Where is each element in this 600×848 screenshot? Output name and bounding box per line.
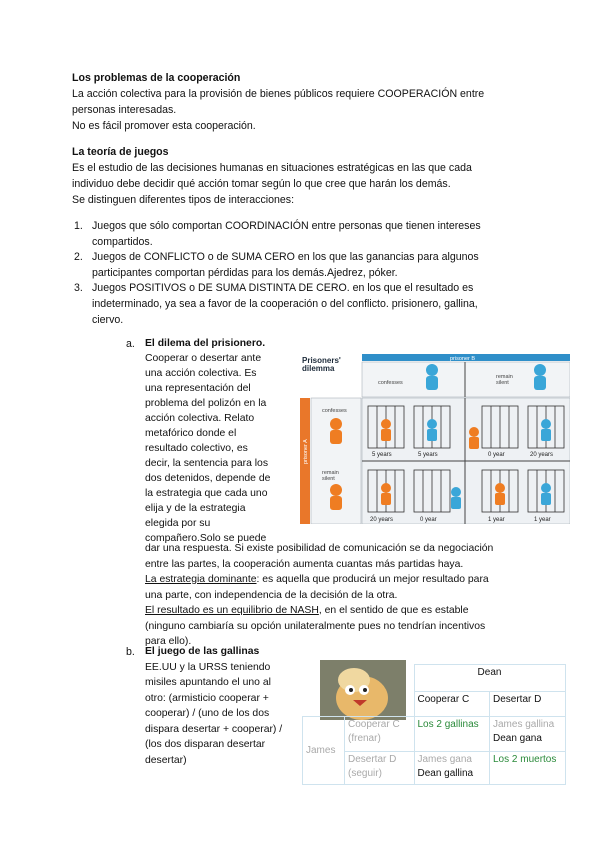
orange-prisoner-icon [495, 483, 505, 493]
paragraph-line: resultado colectivo, es [145, 443, 248, 454]
paragraph-text: , en el sentido de que es estable [318, 605, 469, 616]
orange-prisoner-icon [381, 419, 391, 429]
empty-cell [303, 692, 345, 717]
paragraph-line: (ninguno cambiaría su opción unilateralmente pues no tendrían incentivos [145, 620, 486, 632]
paragraph-line: otro: (armisticio cooperar + [145, 692, 269, 704]
subsection-title: El juego de las gallinas [145, 646, 260, 657]
blue-prisoner-icon [541, 429, 551, 441]
sentence-label: 0 year [488, 452, 505, 458]
payoff-cell [414, 752, 490, 785]
paragraph-line: No es fácil promover esta cooperación. [72, 120, 256, 132]
paragraph-line: desertar) [145, 754, 187, 766]
dean-header: Dean [414, 665, 565, 692]
blue-prisoner-free-icon [451, 487, 461, 497]
row-header-text: Desertar D [348, 754, 397, 765]
list-text: Juegos que sólo comportan COORDINACIÓN entre personas que tienen intereses [92, 220, 481, 232]
nash-term: El resultado es un equilibrio de NASH [145, 605, 319, 616]
payoff-text: Dean gana [493, 733, 542, 744]
dominant-strategy-line [145, 572, 545, 588]
list-number: 2. [74, 251, 83, 263]
col-silent-label: remain [496, 374, 513, 380]
paragraph-line: una representación del [145, 383, 251, 394]
paragraph-line: metafórico donde el [145, 428, 237, 439]
col-header-desertar: Desertar D [490, 692, 566, 717]
list-text: participantes comportan pérdidas para los demás.Ajedrez, póker. [92, 267, 398, 279]
blue-prisoner-icon [541, 483, 551, 493]
blue-prisoner-icon [426, 364, 438, 390]
paragraph-line: dispara desertar + cooperar) / [145, 723, 283, 735]
sentence-label: 20 years [530, 452, 554, 458]
paragraph-line: decir, la sentencia para los [145, 458, 269, 469]
paragraph-line: EE.UU y la URSS teniendo [145, 661, 271, 673]
sentence-label: 5 years [372, 452, 392, 458]
paragraph-line: dos detenidos, depende de [145, 473, 271, 484]
col-header-cooperar: Cooperar C [414, 692, 490, 717]
paragraph-line: elegida por su [145, 518, 211, 529]
list-text: Juegos de CONFLICTO o de SUMA CERO en los que las ganancias para algunos [92, 251, 479, 263]
blue-prisoner-icon [427, 429, 437, 441]
subsection-title: El dilema del prisionero. [145, 338, 266, 349]
section-game-theory [72, 144, 542, 208]
prisoner-dilemma-text [145, 336, 295, 546]
blue-prisoner-free-icon [451, 497, 461, 509]
payoff-cell [490, 717, 566, 752]
diagram-title: dilemma [302, 364, 335, 373]
paragraph-line: Cooperar o desertar ante [145, 353, 262, 364]
paragraph-line: (los dos disparan desertar [145, 739, 266, 750]
prisoner-dilemma-continued [145, 541, 545, 650]
sentence-label: 20 years [370, 517, 394, 523]
payoff-cell: Los 2 gallinas [414, 717, 490, 752]
row-header-text: Cooperar C [348, 719, 400, 730]
orange-prisoner-icon [381, 493, 391, 505]
paragraph-line: Es el estudio de las decisiones humanas en situaciones estratégicas en las que cada [72, 162, 472, 174]
col-confesses-label: confesses [378, 380, 403, 386]
paragraph-line: dar una respuesta. Si existe posibilidad de comunicación se da negociación [145, 543, 494, 554]
empty-cell [303, 665, 345, 692]
sub-letter: b. [126, 646, 135, 658]
chicken-game-table [302, 664, 566, 785]
list-item [74, 280, 532, 328]
row-silent-label: remain [322, 470, 339, 476]
paragraph-line: la estrategia que cada uno [145, 488, 268, 499]
orange-prisoner-icon [381, 483, 391, 493]
orange-prisoner-free-icon [469, 437, 479, 449]
prisoner-a-label: prisoner A [303, 439, 309, 464]
prisoners-dilemma-diagram [300, 352, 570, 524]
sentence-label: 5 years [418, 452, 438, 458]
sentence-label: 0 year [420, 517, 437, 523]
blue-prisoner-icon [541, 419, 551, 429]
list-text: Juegos POSITIVOS o DE SUMA DISTINTA DE CERO. en los que el resultado es [92, 282, 474, 294]
section-title: La teoría de juegos [72, 146, 169, 158]
paragraph-line: entre las partes, la cooperación aumenta cuantas más partidas haya. [145, 558, 464, 570]
list-text: indeterminado, ya sea a favor de la cooperación o del conflicto. prisionero, gallina, [92, 298, 478, 310]
sub-letter: a. [126, 338, 135, 350]
payoff-text: James gallina [493, 719, 555, 730]
nash-line [145, 603, 545, 619]
paragraph-line: acción colectiva. Relato [145, 413, 255, 424]
row-header-desertar [345, 752, 415, 785]
prisoner-b-label: prisoner B [450, 356, 476, 362]
payoff-cell: Los 2 muertos [490, 752, 566, 785]
blue-prisoner-icon [534, 364, 546, 390]
empty-cell [345, 665, 415, 692]
paragraph-line: problema del polizón en la [145, 398, 267, 409]
col-silent-label: silent [496, 380, 509, 386]
row-header-text: (seguir) [348, 768, 382, 779]
orange-prisoner-free-icon [469, 427, 479, 437]
sentence-label: 1 year [488, 517, 505, 523]
row-confesses-label: confesses [322, 408, 347, 414]
row-header-cooperar [345, 717, 415, 752]
list-item [74, 218, 532, 250]
paragraph-line: Se distinguen diferentes tipos de interacciones: [72, 194, 295, 206]
orange-prisoner-icon [330, 418, 342, 444]
list-number: 1. [74, 220, 83, 232]
blue-prisoner-icon [427, 419, 437, 429]
chicken-game-text [145, 644, 305, 768]
paragraph-line: individuo debe decidir qué acción tomar según lo que cree que harán los demás. [72, 178, 451, 190]
section-cooperation [72, 70, 542, 134]
paragraph-line: elija y de la estrategia [145, 503, 246, 514]
row-header-text: (frenar) [348, 733, 381, 744]
paragraph-line: compañero.Solo se puede [145, 533, 267, 544]
empty-cell [345, 692, 415, 717]
paragraph-line: una parte, con independencia de la decisión de la otra. [145, 589, 398, 601]
paragraph-line: personas interesadas. [72, 104, 177, 116]
sentence-label: 1 year [534, 517, 551, 523]
orange-prisoner-icon [495, 493, 505, 505]
orange-prisoner-icon [330, 484, 342, 510]
row-silent-label: silent [322, 476, 335, 482]
list-item [74, 249, 532, 281]
section-title: Los problemas de la cooperación [72, 72, 241, 84]
payoff-text: James gana [417, 754, 472, 765]
paragraph-line: La acción colectiva para la provisión de bienes públicos requiere COOPERACIÓN entre [72, 88, 485, 100]
list-text: ciervo. [92, 314, 124, 326]
paragraph-line: misiles apuntando el uno al [145, 677, 271, 688]
james-header: James [303, 717, 345, 785]
paragraph-text: : es aquella que producirá un mejor resultado para [256, 574, 489, 585]
dominant-strategy-term: La estrategia dominante [145, 574, 257, 585]
list-text: compartidos. [92, 236, 153, 248]
blue-prisoner-icon [541, 493, 551, 505]
paragraph-line: cooperar) / (uno de los dos [145, 708, 270, 719]
paragraph-line: para ello). [145, 636, 192, 647]
orange-prisoner-icon [381, 429, 391, 441]
diagram-title: Prisoners' [302, 356, 341, 365]
payoff-text: Dean gallina [417, 768, 474, 779]
paragraph-line: una acción colectiva. Es [145, 368, 257, 379]
list-number: 3. [74, 282, 83, 294]
